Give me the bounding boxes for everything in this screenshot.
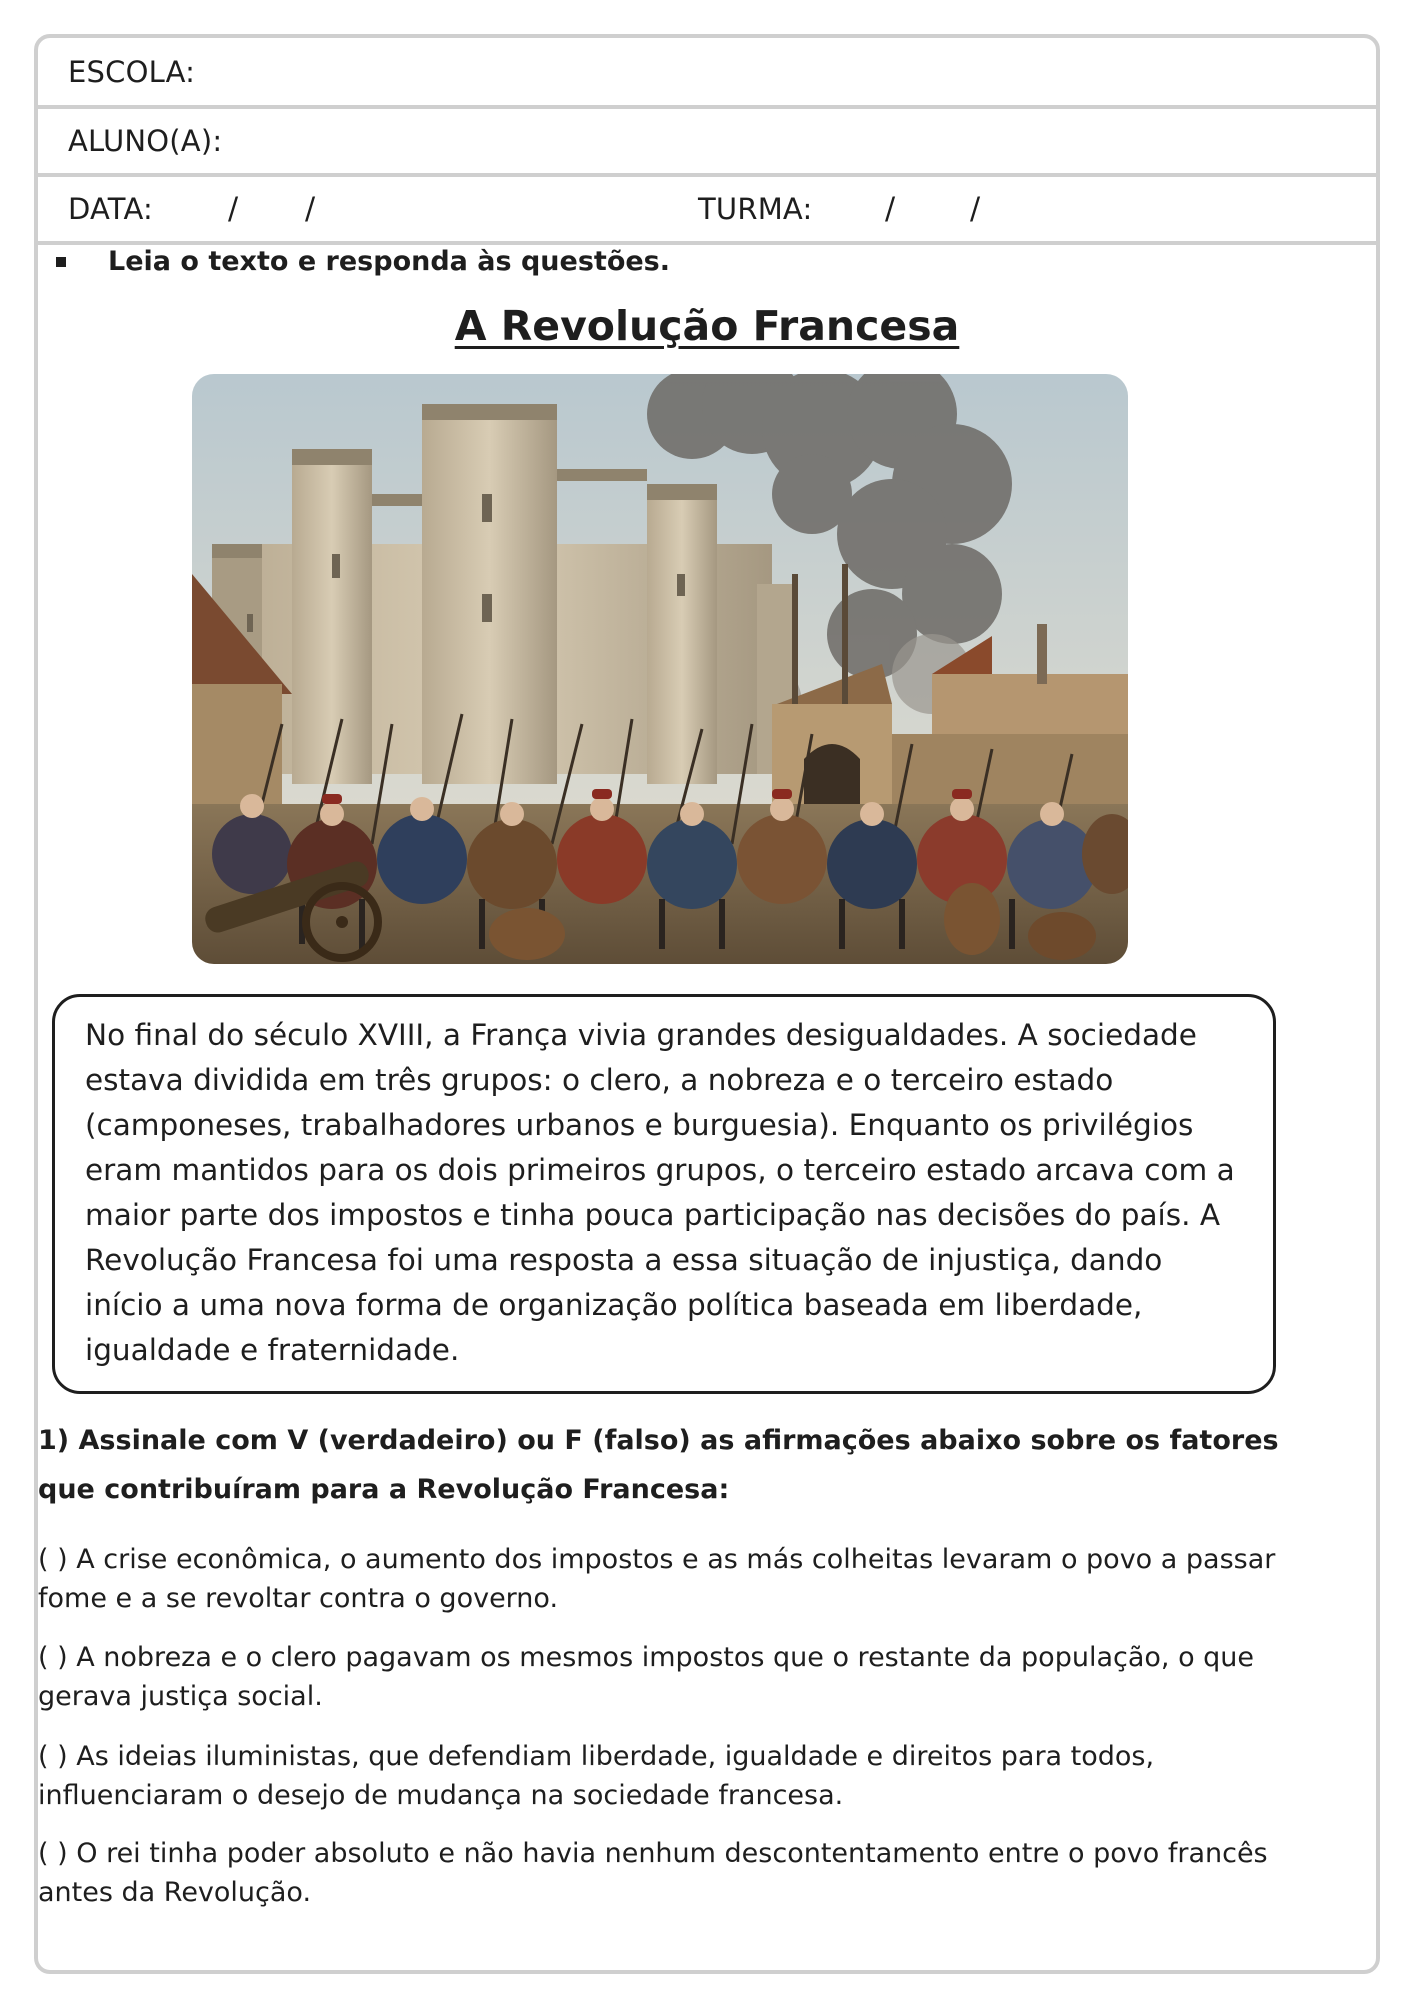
question-1-prompt: 1) Assinale com V (verdadeiro) ou F (falso) as afirmações abaixo sobre os fatores que contribuíram para a Revolução Francesa:: [38, 1425, 1279, 1505]
header-row-data-turma: [38, 177, 1376, 245]
question-1-option[interactable]: ( ) A nobreza e o clero pagavam os mesmos impostos que o restante da população, o que gerava justiça social.: [38, 1642, 1255, 1712]
storming-of-the-bastille-illustration-icon: [192, 374, 1128, 964]
question-1-option[interactable]: ( ) O rei tinha poder absoluto e não havia nenhum descontentamento entre o povo francês antes da Revolução.: [38, 1838, 1268, 1908]
instruction-text: Leia o texto e responda às questões.: [108, 246, 671, 277]
page-title: A Revolução Francesa: [454, 302, 960, 350]
turma-slash: /: [970, 191, 981, 227]
turma-label: TURMA:: [698, 192, 813, 226]
aluno-label: ALUNO(A):: [68, 124, 223, 158]
question-1-option[interactable]: ( ) As ideias iluministas, que defendiam liberdade, igualdade e direitos para todos, influenciaram o desejo de mudança na sociedade francesa.: [38, 1741, 1155, 1811]
instruction-line: [56, 246, 670, 277]
header-row-escola: [38, 38, 1376, 109]
escola-label: ESCOLA:: [68, 54, 196, 89]
square-bullet-icon: [56, 257, 66, 267]
question-1-option[interactable]: ( ) A crise econômica, o aumento dos impostos e as más colheitas levaram o povo a passar fome e a se revoltar contra o governo.: [38, 1544, 1276, 1614]
passage-text: No final do século XVIII, a França vivia grandes desigualdades. A sociedade estava dividida em três grupos: o clero, a nobreza e o terceiro estado (camponeses, trabalhadores urbanos e burguesia). Enquanto os privilégios eram mantidos para os dois primeiros grupos, o terceiro estado arcava com a maior parte dos impostos e tinha pouca participação nas decisões do país. A Revolução Francesa foi uma resposta a essa situação de injustiça, dando início a uma nova forma de organização política baseada em liberdade, igualdade e fraternidade.: [85, 1018, 1235, 1367]
passage-box: [52, 994, 1276, 1394]
header-row-aluno: [38, 109, 1376, 177]
date-slash: /: [228, 191, 239, 227]
turma-slash: /: [885, 191, 896, 227]
date-slash: /: [305, 191, 316, 227]
data-label: DATA:: [68, 192, 153, 226]
bastille-illustration: [192, 374, 1128, 964]
